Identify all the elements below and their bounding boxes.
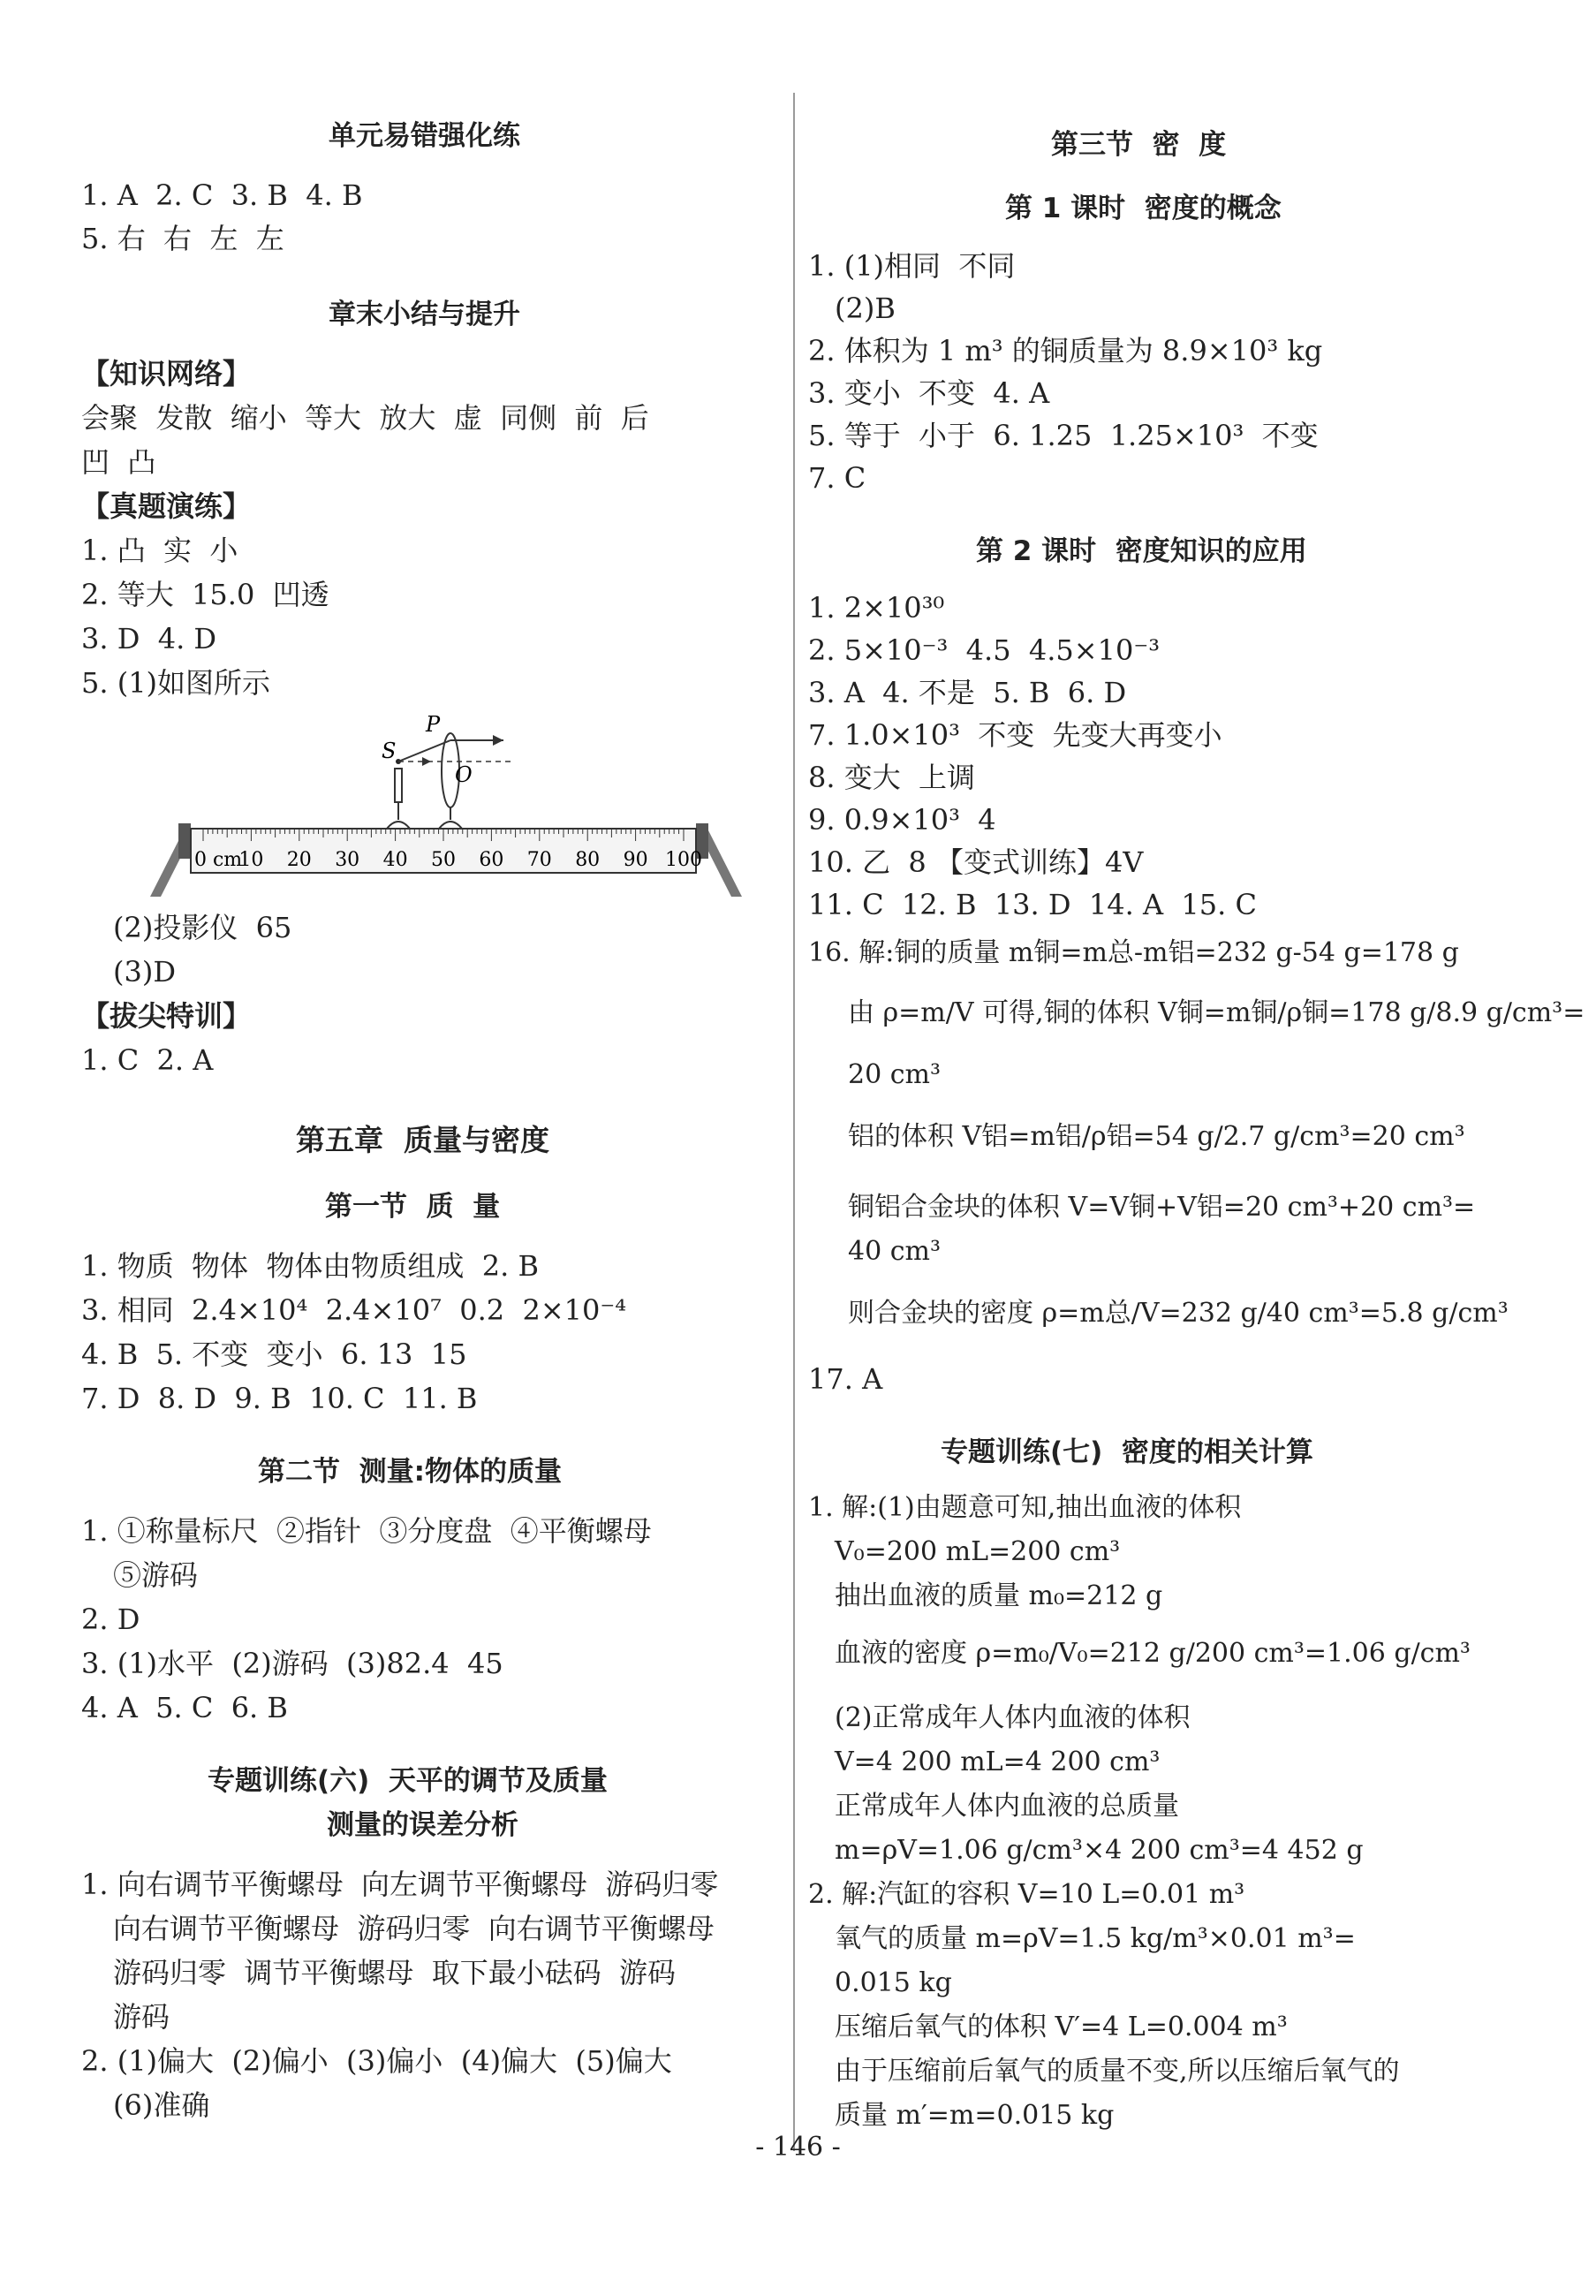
answer-line: 4. B 5. 不变 变小 6. 13 15 <box>81 1337 467 1371</box>
page-number: - 146 - <box>755 2132 841 2163</box>
section-heading: 第三节 密 度 <box>1051 129 1227 161</box>
scale-tick-label: 10 <box>238 849 264 871</box>
answer-line: 游码归零 调节平衡螺母 取下最小砝码 游码 <box>113 1956 677 1989</box>
answer-line: 5. 右 右 左 左 <box>81 222 284 255</box>
answer-line: 7. D 8. D 9. B 10. C 11. B <box>81 1382 478 1415</box>
solution-line: 则合金块的密度 ρ=m总/V=232 g/40 cm³=5.8 g/cm³ <box>848 1298 1509 1329</box>
solution-line: 抽出血液的质量 m₀=212 g <box>835 1580 1163 1611</box>
subsection-label: 【真题演练】 <box>81 489 252 523</box>
scale-tick-label: 90 <box>623 849 648 871</box>
label-p: P <box>426 716 441 737</box>
subsection-label: 【拔尖特训】 <box>81 999 252 1033</box>
solution-line: 2. 解:汽缸的容积 V=10 L=0.01 m³ <box>808 1879 1245 1910</box>
lens-holder <box>439 822 462 829</box>
scale-tick-label: 50 <box>431 849 456 871</box>
solution-line: 1. 解:(1)由题意可知,抽出血液的体积 <box>808 1492 1242 1523</box>
answer-line: 5. (1)如图所示 <box>81 666 271 700</box>
solution-line: 质量 m′=m=0.015 kg <box>835 2100 1115 2131</box>
answer-line: 3. 变小 不变 4. A <box>808 376 1050 410</box>
solution-line: 压缩后氧气的体积 V′=4 L=0.004 m³ <box>835 2012 1288 2042</box>
answer-line: 1. ①称量标尺 ②指针 ③分度盘 ④平衡螺母 <box>81 1514 652 1548</box>
answer-line: 会聚 发散 缩小 等大 放大 虚 同侧 前 后 <box>81 401 649 435</box>
solution-line: 铝的体积 V铝=m铝/ρ铝=54 g/2.7 g/cm³=20 cm³ <box>848 1121 1465 1152</box>
answer-line: 2. 等大 15.0 凹透 <box>81 578 329 611</box>
candle <box>395 769 402 802</box>
answer-line: 7. C <box>808 461 866 495</box>
section-heading: 章末小结与提升 <box>329 299 520 330</box>
scale-tick-label: 20 <box>286 849 312 871</box>
scale-tick-label: 70 <box>526 849 552 871</box>
solution-line: V₀=200 mL=200 cm³ <box>835 1536 1121 1567</box>
answer-line: (2)B <box>835 292 896 325</box>
answer-line: 1. 向右调节平衡螺母 向左调节平衡螺母 游码归零 <box>81 1868 719 1901</box>
scale-tick-label: 30 <box>335 849 360 871</box>
answer-line: (6)准确 <box>113 2088 210 2122</box>
answer-line: 3. 相同 2.4×10⁴ 2.4×10⁷ 0.2 2×10⁻⁴ <box>81 1293 627 1327</box>
section-heading: 第一节 质 量 <box>325 1191 501 1223</box>
label-s: S <box>382 739 397 763</box>
answer-line: 1. 2×10³⁰ <box>808 591 945 625</box>
solution-line: m=ρV=1.06 g/cm³×4 200 cm³=4 452 g <box>835 1835 1364 1866</box>
answer-line: 2. (1)偏大 (2)偏小 (3)偏小 (4)偏大 (5)偏大 <box>81 2044 672 2078</box>
answer-line: 1. (1)相同 不同 <box>808 249 1016 283</box>
solution-line: 由于压缩前后氧气的质量不变,所以压缩后氧气的 <box>835 2056 1400 2087</box>
solution-line: (2)正常成年人体内血液的体积 <box>835 1702 1191 1733</box>
solution-line: 正常成年人体内血液的总质量 <box>835 1791 1179 1822</box>
answer-line: 2. D <box>81 1603 140 1636</box>
column-divider <box>793 93 795 2151</box>
answer-line: 17. A <box>808 1362 883 1396</box>
answer-line: 2. 5×10⁻³ 4.5 4.5×10⁻³ <box>808 633 1161 667</box>
optical-bench-figure <box>150 716 742 910</box>
section-heading: 专题训练(六) 天平的调节及质量 <box>208 1765 608 1797</box>
answer-line: 1. A 2. C 3. B 4. B <box>81 178 363 212</box>
solution-line: 铜铝合金块的体积 V=V铜+V铝=20 cm³+20 cm³= <box>848 1192 1476 1223</box>
solution-line: 20 cm³ <box>848 1059 941 1090</box>
solution-line: 40 cm³ <box>848 1236 941 1267</box>
solution-line: V=4 200 mL=4 200 cm³ <box>835 1747 1161 1777</box>
candle-holder <box>387 822 410 829</box>
scale-tick-label: 80 <box>575 849 601 871</box>
answer-line: (3)D <box>113 955 176 989</box>
answer-line: 1. 物质 物体 物体由物质组成 2. B <box>81 1249 539 1283</box>
section-heading: 单元易错强化练 <box>329 120 520 152</box>
answer-line: 1. C 2. A <box>81 1043 214 1077</box>
answer-line: 9. 0.9×10³ 4 <box>808 803 996 837</box>
scale-tick-label: 100 <box>665 849 702 871</box>
label-zero-cm: 0 cm <box>194 849 243 871</box>
answer-line: 11. C 12. B 13. D 14. A 15. C <box>808 888 1257 921</box>
answer-line: 4. A 5. C 6. B <box>81 1691 288 1724</box>
answer-line: 3. A 4. 不是 5. B 6. D <box>808 676 1127 709</box>
answer-line: 1. 凸 实 小 <box>81 534 238 567</box>
answer-line: 2. 体积为 1 m³ 的铜质量为 8.9×10³ kg <box>808 334 1323 368</box>
lesson-heading: 第 2 课时 密度知识的应用 <box>976 535 1307 567</box>
answer-line: 7. 1.0×10³ 不变 先变大再变小 <box>808 718 1222 752</box>
answer-line: 向右调节平衡螺母 游码归零 向右调节平衡螺母 <box>113 1912 715 1945</box>
label-o: O <box>455 762 473 787</box>
lesson-heading: 第 1 课时 密度的概念 <box>1005 193 1282 224</box>
solution-line: 16. 解:铜的质量 m铜=m总-m铝=232 g-54 g=178 g <box>808 937 1459 968</box>
section-heading: 第二节 测量:物体的质量 <box>258 1456 562 1488</box>
answer-line: 3. D 4. D <box>81 622 217 655</box>
solution-line: 氧气的质量 m=ρV=1.5 kg/m³×0.01 m³= <box>835 1923 1356 1954</box>
scale-tick-label: 40 <box>382 849 408 871</box>
answer-line: 游码 <box>113 2000 170 2034</box>
section-heading: 测量的误差分析 <box>327 1809 518 1841</box>
answer-line: 凹 凸 <box>81 445 156 479</box>
answer-line: 8. 变大 上调 <box>808 761 976 794</box>
answer-line: 5. 等于 小于 6. 1.25 1.25×10³ 不变 <box>808 419 1319 452</box>
answer-line: ⑤游码 <box>113 1558 199 1592</box>
scale-tick-label: 60 <box>479 849 504 871</box>
chapter-heading: 第五章 质量与密度 <box>296 1123 549 1157</box>
answer-line: 3. (1)水平 (2)游码 (3)82.4 45 <box>81 1647 503 1680</box>
solution-line: 血液的密度 ρ=m₀/V₀=212 g/200 cm³=1.06 g/cm³ <box>835 1638 1471 1669</box>
answer-line: 10. 乙 8 【变式训练】4V <box>808 845 1144 879</box>
section-heading: 专题训练(七) 密度的相关计算 <box>941 1436 1313 1468</box>
solution-line: 由 ρ=m/V 可得,铜的体积 V铜=m铜/ρ铜=178 g/8.9 g/cm³= <box>848 997 1585 1028</box>
subsection-label: 【知识网络】 <box>81 357 252 390</box>
solution-line: 0.015 kg <box>835 1967 952 1998</box>
bench-end-left <box>178 823 191 859</box>
answer-line: (2)投影仪 65 <box>113 911 292 944</box>
